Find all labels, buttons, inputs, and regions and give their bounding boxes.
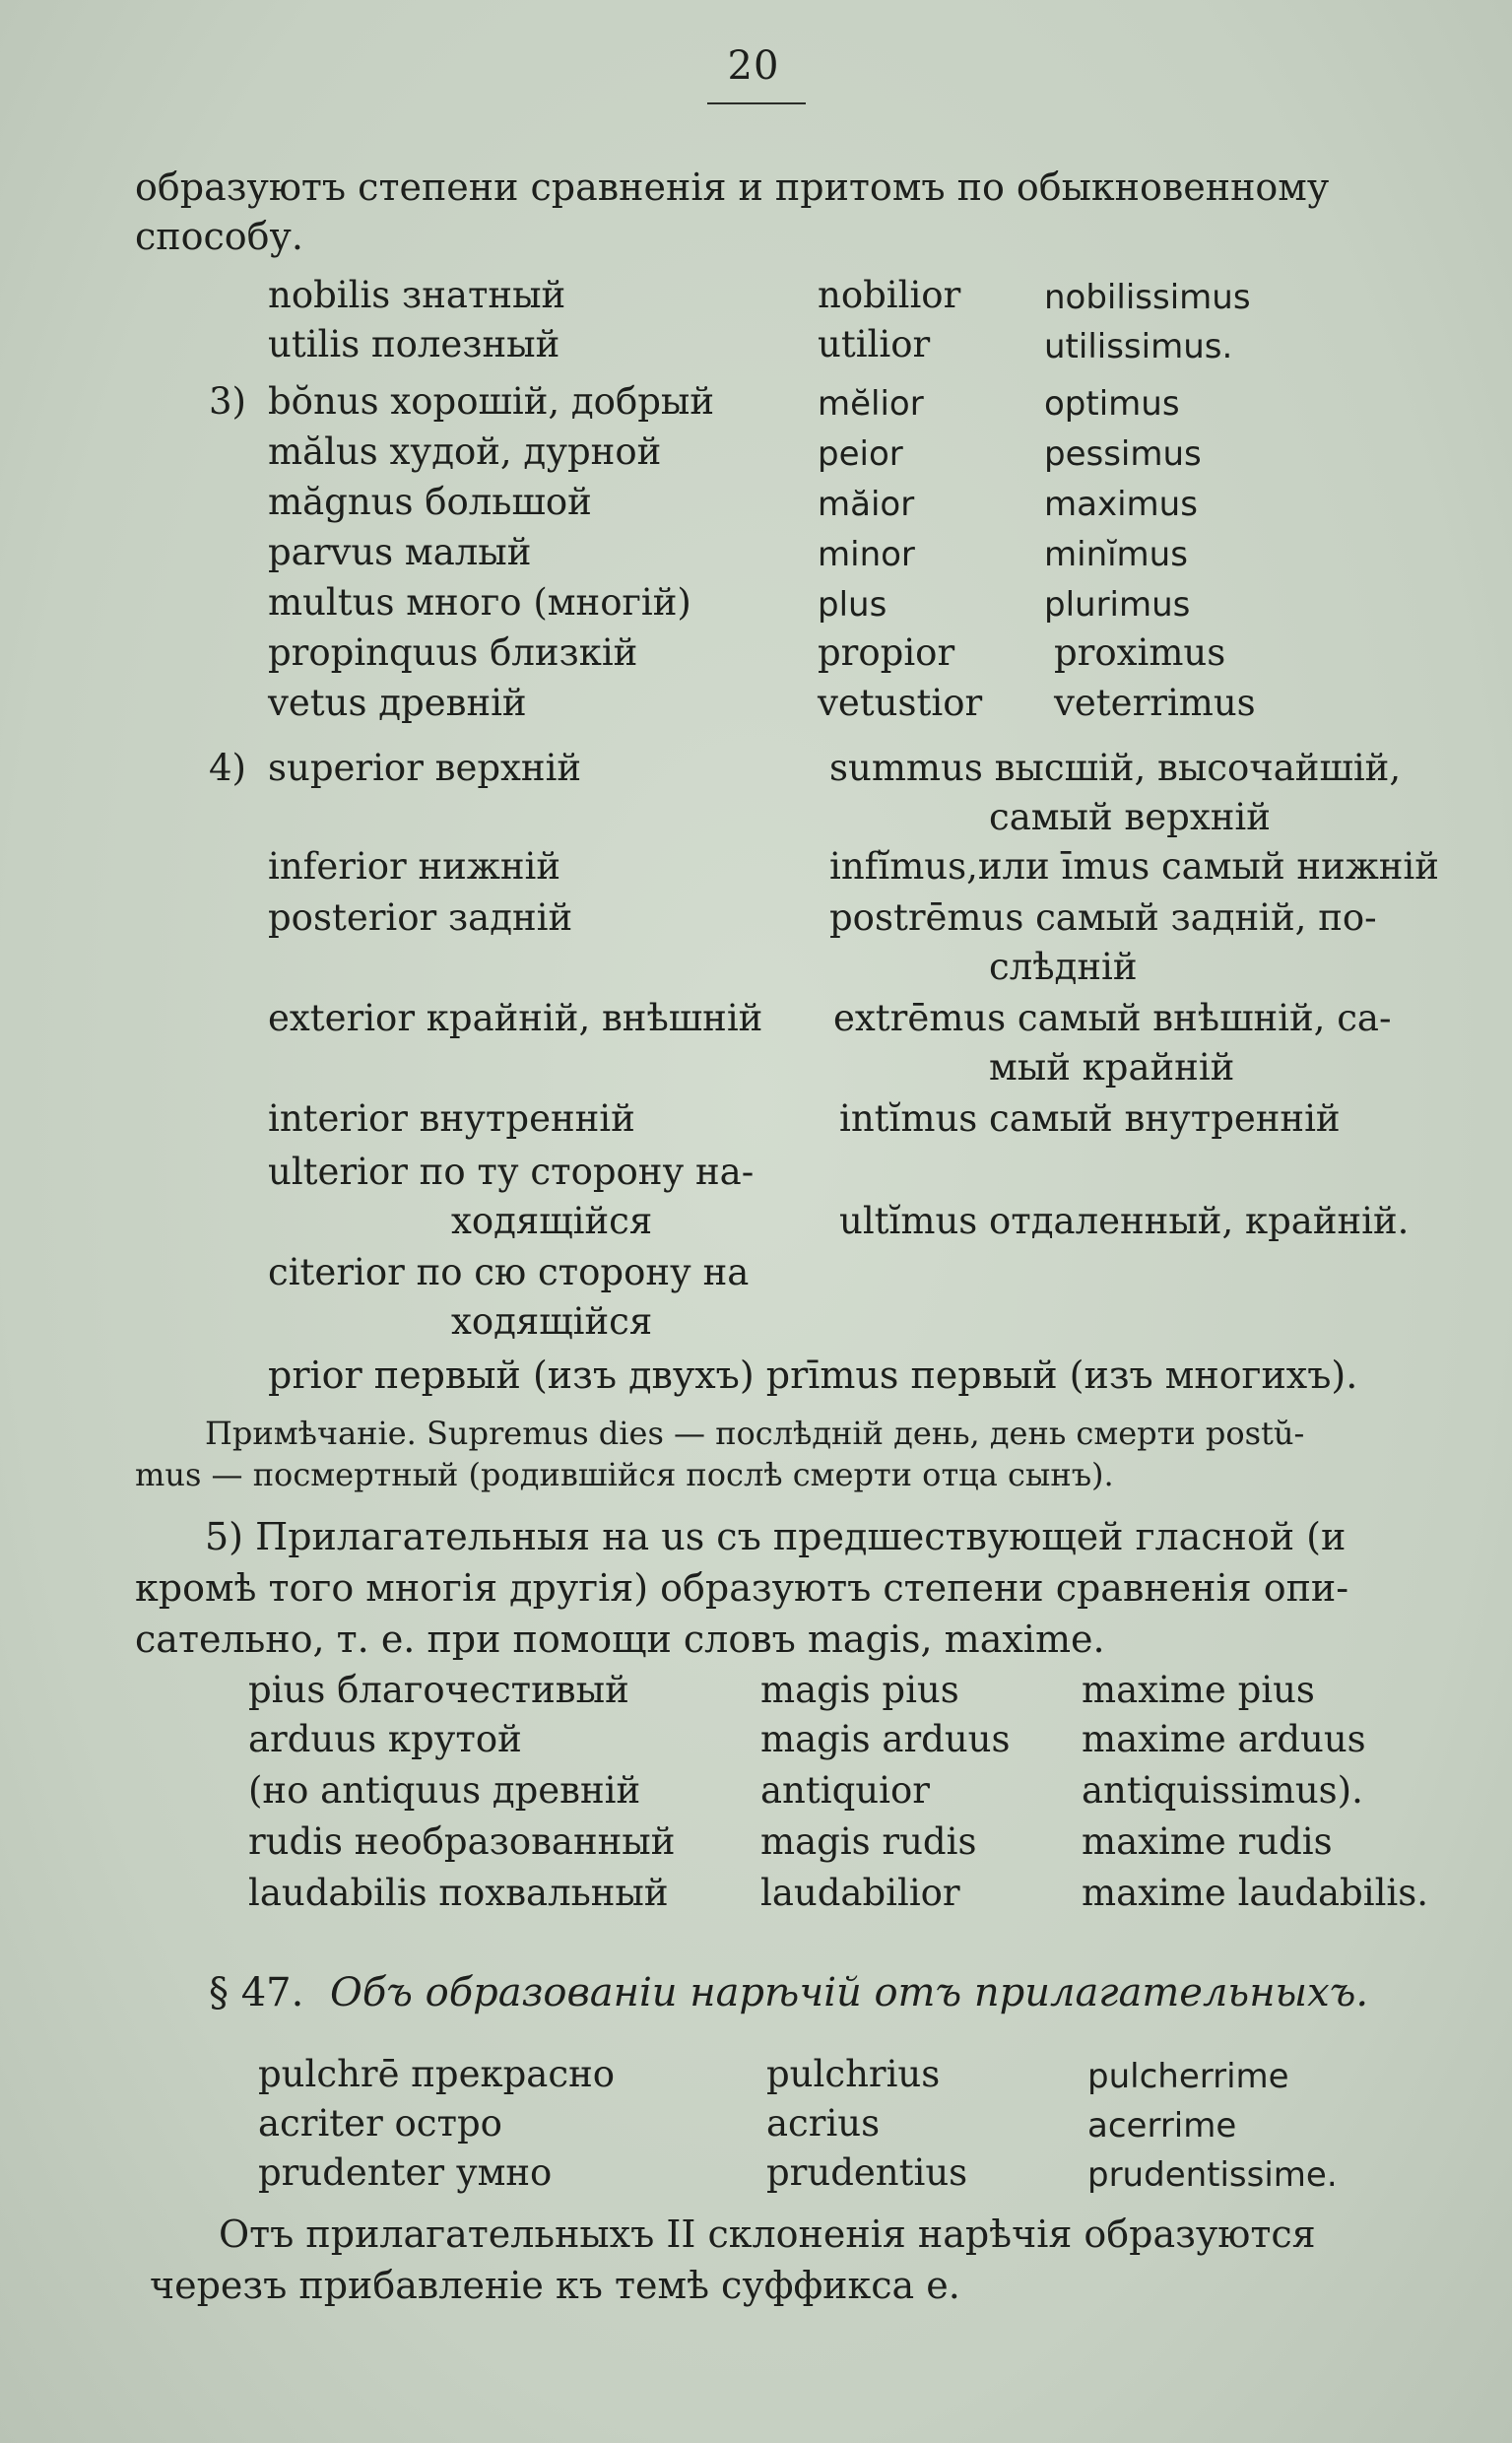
comparative-adjective: interior внутренній — [268, 1097, 635, 1140]
intro-line-1: образуютъ степени сравненія и притомъ по обыкновенному — [135, 165, 1330, 209]
superlative-gloss: summus высшій, высочайшій, — [829, 747, 1402, 789]
irregular-comparative: minor — [818, 535, 915, 574]
irregular-positive: mălus худой, дурной — [268, 430, 662, 473]
comparative-adjective: posterior задній — [268, 896, 573, 939]
section-3-marker: 3) — [209, 380, 246, 423]
periphrastic-positive: rudis необразованный — [248, 1820, 676, 1863]
irregular-superlative: plurimus — [1044, 585, 1191, 625]
periphrastic-positive: arduus крутой — [248, 1718, 522, 1760]
adverb-superlative: prudentissime. — [1087, 2155, 1338, 2195]
superlative-gloss: postrēmus самый задній, по- — [829, 896, 1377, 939]
example-superlative: nobilissimus — [1044, 278, 1251, 317]
periphrastic-comparative: magis pius — [760, 1669, 959, 1711]
irregular-comparative: propior — [818, 631, 955, 674]
closing-line-1: Отъ прилагательныхъ II склоненія нарѣчія образуются — [219, 2212, 1316, 2256]
periphrastic-superlative: maxime rudis — [1082, 1820, 1333, 1863]
adverb-positive: acriter остро — [258, 2102, 502, 2145]
comparative-adjective: inferior нижній — [268, 845, 561, 888]
comparative-adjective: superior верхній — [268, 747, 582, 789]
example-superlative: utilissimus. — [1044, 327, 1233, 366]
example-comparative: nobilior — [818, 274, 961, 316]
adverb-comparative: pulchrius — [766, 2053, 941, 2095]
page-number-rule — [707, 102, 806, 104]
irregular-superlative: optimus — [1044, 384, 1180, 424]
irregular-superlative: minĭmus — [1044, 535, 1188, 574]
superlative-gloss: intĭmus самый внутренній — [839, 1097, 1341, 1140]
irregular-superlative: maximus — [1044, 485, 1198, 524]
periphrastic-superlative: maxime pius — [1082, 1669, 1315, 1711]
section-4-marker: 4) — [209, 747, 246, 789]
note-line-1: Примѣчаніе. Supremus dies — послѣдній день, день смерти postŭ- — [205, 1415, 1305, 1452]
superlative-gloss-continued: мый крайній — [989, 1046, 1235, 1089]
irregular-positive: vetus древній — [268, 682, 527, 724]
example-positive: utilis полезный — [268, 323, 560, 365]
periphrastic-superlative: antiquissimus). — [1082, 1769, 1363, 1812]
comparative-adjective: exterior крайній, внѣшній — [268, 997, 763, 1039]
adverb-superlative: pulcherrime — [1087, 2057, 1289, 2096]
example-comparative: utilior — [818, 323, 931, 365]
adverb-comparative: acrius — [766, 2102, 881, 2145]
periphrastic-comparative: laudabilior — [760, 1872, 960, 1914]
superlative-gloss-continued: самый верхній — [989, 796, 1271, 838]
note-line-2: mus — посмертный (родившійся послѣ смерти отца сынъ). — [135, 1456, 1114, 1493]
adverb-positive: pulchrē прекрасно — [258, 2053, 616, 2095]
irregular-comparative: vetustior — [818, 682, 983, 724]
ulterior-line-2: ходящійся — [451, 1200, 653, 1242]
example-positive: nobilis знатный — [268, 274, 566, 316]
irregular-comparative: măior — [818, 485, 915, 524]
irregular-superlative: pessimus — [1044, 434, 1202, 474]
irregular-positive: multus много (многій) — [268, 581, 691, 624]
irregular-positive: măgnus большой — [268, 481, 592, 523]
periphrastic-comparative: magis rudis — [760, 1820, 977, 1863]
periphrastic-positive: laudabilis похвальный — [248, 1872, 669, 1914]
intro-line-2: способу. — [135, 215, 303, 258]
section-47-title: Объ образованіи нарѣчій отъ прилагательныхъ. — [330, 1970, 1369, 2015]
irregular-positive: propinquus близкій — [268, 631, 638, 674]
periphrastic-superlative: maxime arduus — [1082, 1718, 1366, 1760]
periphrastic-positive: pius благочестивый — [248, 1669, 629, 1711]
periphrastic-comparative: antiquior — [760, 1769, 930, 1812]
page-number: 20 — [727, 43, 780, 89]
adverb-comparative: prudentius — [766, 2151, 968, 2194]
superlative-gloss: extrēmus самый внѣшній, са- — [833, 997, 1392, 1039]
closing-line-2: черезъ прибавленіе къ темѣ суффикса e. — [150, 2264, 960, 2307]
irregular-superlative: proximus — [1054, 631, 1226, 674]
section-5-line-1: 5) Прилагательныя на us съ предшествующей гласной (и — [205, 1515, 1347, 1558]
irregular-positive: parvus малый — [268, 531, 532, 573]
section-5-line-2: кромѣ того многія другія) образуютъ степени сравненія опи- — [135, 1566, 1349, 1610]
ulterior-line-1: ulterior по ту сторону на- — [268, 1151, 755, 1193]
periphrastic-positive: (но antiquus древній — [248, 1769, 641, 1812]
irregular-comparative: mĕlior — [818, 384, 924, 424]
irregular-superlative: veterrimus — [1054, 682, 1256, 724]
irregular-comparative: plus — [818, 585, 887, 625]
superlative-gloss: infĭmus,или īmus самый нижній — [829, 845, 1439, 888]
irregular-positive: bŏnus хорошій, добрый — [268, 380, 715, 423]
adverb-superlative: acerrime — [1087, 2106, 1237, 2146]
periphrastic-superlative: maxime laudabilis. — [1082, 1872, 1428, 1914]
prior-primus-line: prior первый (изъ двухъ) prīmus первый (изъ многихъ). — [268, 1354, 1358, 1397]
superlative-gloss-continued: слѣдній — [989, 946, 1138, 988]
section-5-line-3: сательно, т. е. при помощи словъ magis, maxime. — [135, 1618, 1105, 1661]
periphrastic-comparative: magis arduus — [760, 1718, 1011, 1760]
section-47-heading — [209, 1970, 1368, 2015]
citerior-line-2: ходящійся — [451, 1300, 653, 1343]
ulterior-gloss: ultĭmus отдаленный, крайній. — [839, 1200, 1410, 1242]
citerior-line-1: citerior по сю сторону на — [268, 1251, 750, 1293]
section-47-number: § 47. — [209, 1970, 304, 2015]
irregular-comparative: peior — [818, 434, 903, 474]
adverb-positive: prudenter умно — [258, 2151, 553, 2194]
